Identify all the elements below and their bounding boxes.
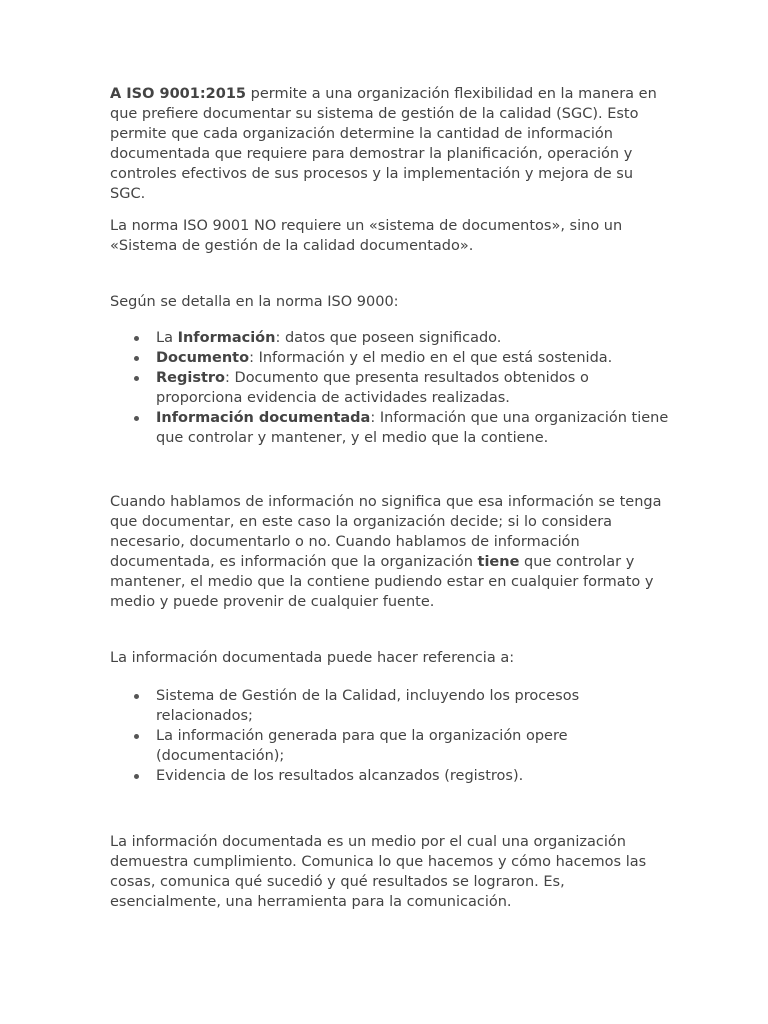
references-list [110, 686, 670, 786]
norma-paragraph: La norma ISO 9001 NO requiere un «sistema de documentos», sino un «Sistema de gestión de la calidad documentado». [110, 218, 623, 254]
definition-term: Documento [156, 350, 250, 366]
document-page [110, 84, 670, 912]
iso-title-bold: A ISO 9001:2015 [110, 86, 246, 102]
list-item: Registro: Documento que presenta resultados obtenidos o proporciona evidencia de actividades realizadas. [156, 368, 670, 408]
intro-text: permite a una organización flexibilidad en la manera en que prefiere documentar su sistema de gestión de la calidad (SGC). Esto permite que cada organización determine la cantidad de información documentada que requiere para demostrar la planificación, operación y controles efectivos de sus procesos y la implementación y mejora de su SGC. [110, 86, 657, 202]
conclusion-paragraph: La información documentada es un medio por el cual una organización demuestra cumplimiento. Comunica lo que hacemos y cómo hacemos las cosas, comunica qué sucedió y qué resultados se lograron. Es, esencialmente, una herramienta para la comunicación. [110, 834, 647, 910]
tiene-bold: tiene [477, 554, 520, 570]
list-item: La Información: datos que poseen significado. [156, 328, 670, 348]
list-item: Sistema de Gestión de la Calidad, incluyendo los procesos relacionados; [156, 686, 670, 726]
list-item: La información generada para que la organización opere (documentación); [156, 726, 670, 766]
definition-term: Registro [156, 370, 226, 386]
definition-term: Información [177, 330, 276, 346]
list-item: Documento: Información y el medio en el que está sostenida. [156, 348, 670, 368]
referencia-heading: La información documentada puede hacer referencia a: [110, 650, 515, 666]
definition-term: Información documentada [156, 410, 371, 426]
definitions-list [110, 328, 670, 448]
intro-paragraph [110, 84, 670, 204]
informacion-paragraph: Cuando hablamos de información no significa que esa información se tenga que documentar, en este caso la organización decide; si lo considera necesario, documentarlo o no. Cuando hablamos de información documentada, es información que la organización tiene que controlar y mantener, el medio que la contiene pudiendo estar en cualquier formato y medio y puede provenir de cualquier fuente. [110, 494, 662, 610]
list-item: Información documentada: Información que una organización tiene que controlar y mantener, y el medio que la contiene. [156, 410, 669, 446]
iso9000-heading: Según se detalla en la norma ISO 9000: [110, 294, 399, 310]
list-item: Evidencia de los resultados alcanzados (registros). [156, 766, 670, 786]
